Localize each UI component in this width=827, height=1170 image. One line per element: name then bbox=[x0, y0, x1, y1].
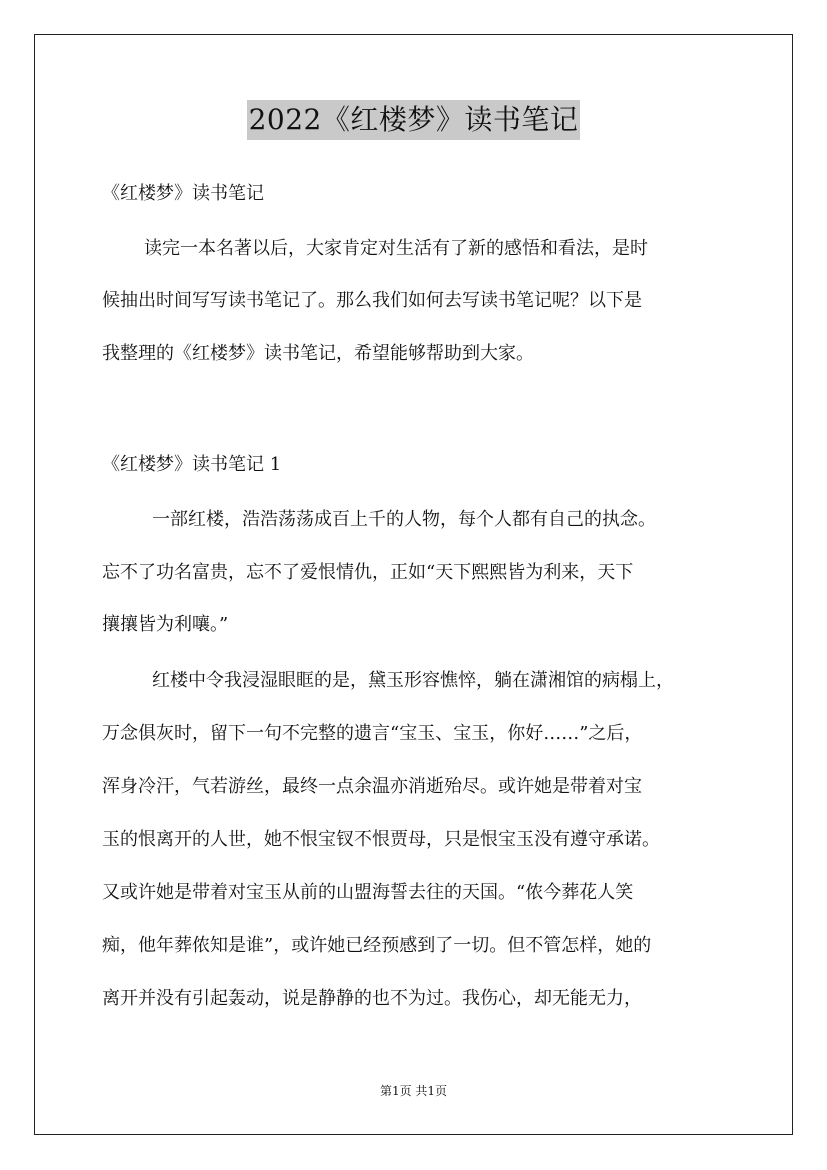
paragraph-line: 读完一本名著以后，大家肯定对生活有了新的感悟和看法，是时 bbox=[144, 238, 648, 259]
document-title: 2022《红楼梦》读书笔记 bbox=[247, 100, 581, 140]
page-number-footer: 第1页 共1页 bbox=[379, 1084, 448, 1098]
paragraph-line: 万念俱灰时，留下一句不完整的遗言“宝玉、宝玉，你好……”之后， bbox=[102, 723, 643, 744]
paragraph-line: 浑身冷汗，气若游丝，最终一点余温亦消逝殆尽。或许她是带着对宝 bbox=[102, 776, 642, 797]
paragraph-line: 玉的恨离开的人世，她不恨宝钗不恨贾母，只是恨宝玉没有遵守承诺。 bbox=[102, 829, 660, 850]
title-container bbox=[0, 100, 827, 140]
paragraph-line: 又或许她是带着对宝玉从前的山盟海誓去往的天国。“侬今葬花人笑 bbox=[102, 882, 634, 903]
paragraph-line: 红楼中令我浸湿眼眶的是，黛玉形容憔悴，躺在潇湘馆的病榻上， bbox=[152, 670, 674, 691]
paragraph-line: 一部红楼，浩浩荡荡成百上千的人物，每个人都有自己的执念。 bbox=[152, 509, 656, 530]
section-heading-1: 《红楼梦》读书笔记 1 bbox=[102, 454, 282, 475]
paragraph-line: 痴，他年葬侬知是谁”，或许她已经预感到了一切。但不管怎样，她的 bbox=[102, 935, 652, 956]
paragraph-line: 忘不了功名富贵，忘不了爱恨情仇，正如“天下熙熙皆为利来，天下 bbox=[102, 562, 634, 583]
paragraph-line: 候抽出时间写写读书笔记了。那么我们如何去写读书笔记呢？以下是 bbox=[102, 290, 642, 311]
paragraph-line: 离开并没有引起轰动，说是静静的也不为过。我伤心，却无能无力， bbox=[102, 988, 642, 1009]
section-heading: 《红楼梦》读书笔记 bbox=[102, 183, 264, 204]
paragraph-line: 攘攘皆为利嚷。” bbox=[102, 614, 229, 635]
paragraph-line: 我整理的《红楼梦》读书笔记，希望能够帮助到大家。 bbox=[102, 343, 534, 364]
